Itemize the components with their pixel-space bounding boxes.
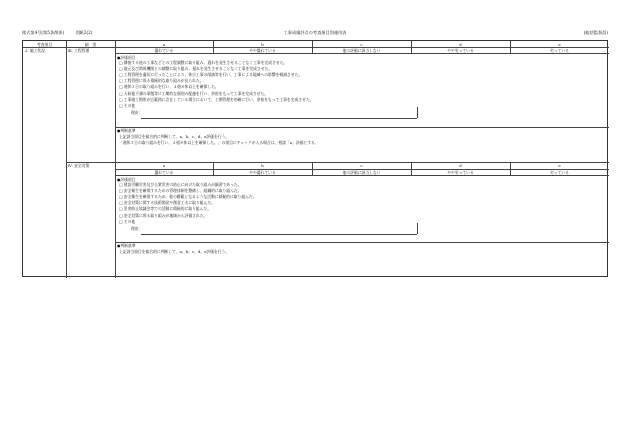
- grade-header-e: e: [558, 163, 561, 168]
- grade-label-d: やや劣っている: [447, 47, 474, 53]
- criteria-text: 「週休２日の取り組みを行い、４週８休以上を確保した。」の項目にチェックが入る場合は、相談「a」評価とする。: [119, 140, 319, 145]
- eval-item: □ 安全対策に関する技術開発や創意工夫に取り組んだ。: [119, 200, 215, 206]
- evaluation-table: [22, 40, 608, 277]
- reason-underline: [141, 118, 417, 119]
- col-header-item: 考査項目: [36, 41, 53, 47]
- eval-items-list: [119, 182, 257, 225]
- grade-header-a: a: [162, 163, 166, 168]
- document-title: 工事成績評点の考査項目別運用表: [283, 30, 347, 35]
- section2-sub-label: Ⅳ. 安全対策: [68, 163, 90, 168]
- reason-box: [129, 107, 418, 118]
- eval-items-list: [119, 60, 314, 110]
- eval-item: □ 地元及び関係機関との調整に取り組み、遅れを発生させることなく工事を完成させた。: [119, 65, 273, 71]
- eval-item: □ 災害防止協議会等での活動に積極的に取り組んだ。: [119, 206, 212, 212]
- grade-label-a: 優れている: [154, 47, 174, 53]
- section1-sub-label: Ⅲ. 工程管理: [68, 48, 90, 53]
- grade-label-b: やや優れている: [249, 169, 276, 175]
- section-item-label: 2. 施工状況: [25, 48, 46, 53]
- grade-label-row-divider: [115, 53, 609, 54]
- grade-header-b: b: [261, 163, 264, 168]
- criteria-text: 上記該当項目を総合的に判断して、a、b、c、d、e評価を行う。: [119, 134, 230, 139]
- grade-label-d: やや劣っている: [447, 169, 474, 175]
- eval-item: □ 安全衛生を確保するため、他の模範となるような活動に積極的に取り組んだ。: [119, 193, 257, 199]
- reason-label[interactable]: 理由：: [131, 226, 143, 231]
- grade-label-a: 優れている: [154, 169, 174, 175]
- col-divider-1: [66, 41, 67, 278]
- criteria-heading: ●判断基準: [117, 243, 136, 248]
- grade-header-a: a: [162, 41, 166, 47]
- criteria-heading: ●判断基準: [117, 128, 136, 133]
- eval-item: □ その他: [119, 102, 136, 108]
- reason-label[interactable]: 理由：: [131, 110, 143, 115]
- criteria-divider: [115, 127, 609, 128]
- eval-item: □ 工程管理に係る積極的な取り組みが見られた。: [119, 78, 204, 84]
- reason-box: [129, 223, 418, 234]
- grade-label-row-divider: [115, 175, 609, 176]
- eval-item: □ 隣接する他の工事などとの工程調整に取り組み、遅れを発生させることなく工事を完成させた。: [119, 59, 288, 65]
- eval-item: □ 安全衛生を確保するための管理体制を整備し、組織的に取り組んだ。: [119, 187, 242, 193]
- eval-items-heading: ●評価項目: [117, 176, 136, 182]
- eval-item: □ その他: [119, 218, 136, 224]
- grade-label-c: 他の評価に該当しない: [342, 47, 381, 53]
- form-number: 様式第4号(第5条関係): [22, 30, 65, 35]
- eval-item: □ 工事施工箇所が広範囲に点在している場合において、工期管理を的確に行い、余裕をもって工事を完成させた。: [119, 96, 314, 102]
- eval-item: □ 建設労働災害及び公衆災害の防止に向けた取り組みが顕著であった。: [119, 181, 242, 187]
- attachment-label: 別紙2(2): [75, 30, 93, 35]
- grade-header-d: d: [459, 41, 462, 47]
- criteria-divider: [115, 242, 609, 243]
- col-header-detail: 細 別: [84, 41, 97, 47]
- grade-header-d: d: [459, 163, 462, 168]
- reason-underline: [141, 234, 417, 235]
- grade-header-c: c: [360, 41, 363, 47]
- grade-label-c: 他の評価に該当しない: [342, 169, 381, 175]
- eval-item: □ 週休２日の取り組みを行い、４週８休以上を確保した。: [119, 84, 219, 90]
- grade-label-e: 劣っている: [550, 169, 569, 175]
- grade-header-c: c: [360, 163, 363, 168]
- header-note: (総括監督員): [583, 30, 608, 35]
- eval-item: □ 天候他不測の事態等に工期的な個別の配慮を行い、余裕をもって工事を完成させた。: [119, 90, 269, 96]
- grade-label-e: 劣っている: [550, 47, 569, 53]
- eval-item: □ 安全対策に係る取り組みが地域から評価された。: [119, 212, 208, 218]
- eval-items-heading: ●評価項目: [117, 54, 136, 60]
- grade-label-b: やや優れている: [249, 47, 276, 53]
- grade-header-b: b: [261, 41, 264, 47]
- grade-header-e: e: [558, 41, 561, 47]
- eval-item: □ 工程管理を適切に行ったことにより、休日工事の削減等を行い、工事による地域への影響を軽減させた。: [119, 71, 303, 77]
- criteria-text: 上記該当項目を総合的に判断して、a、b、c、d、e評価を行う。: [119, 249, 230, 254]
